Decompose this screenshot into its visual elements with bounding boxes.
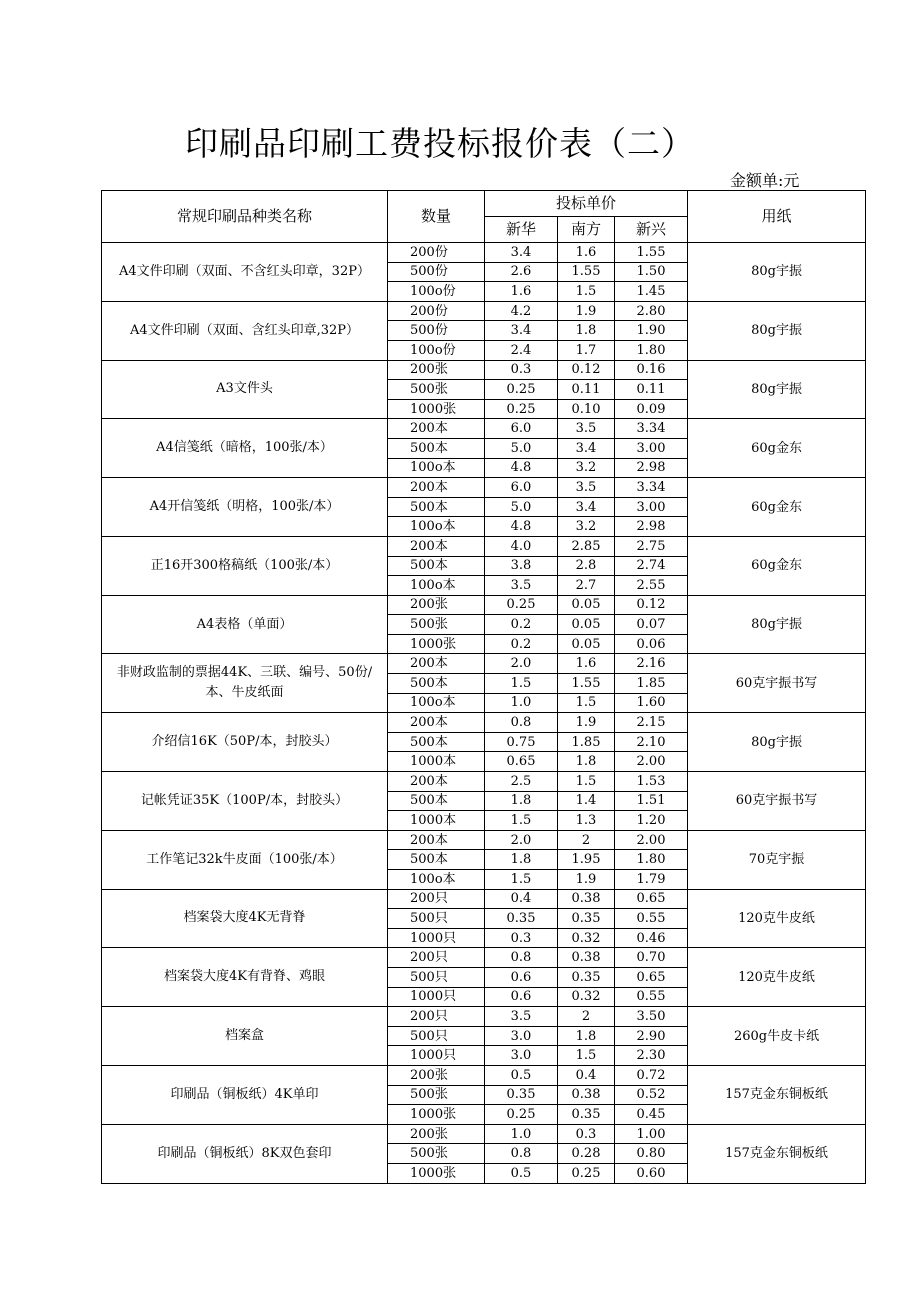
price-xinxing: 0.09 [615, 399, 688, 419]
price-xinxing: 0.12 [615, 595, 688, 615]
price-nanfang: 0.11 [558, 380, 615, 400]
price-xinhua: 5.0 [485, 497, 558, 517]
header-vendor-xinhua: 新华 [485, 217, 558, 243]
quantity: 1000张 [388, 634, 485, 654]
item-name: A4文件印刷（双面、含红头印章,32P） [102, 301, 388, 360]
price-xinhua: 3.4 [485, 321, 558, 341]
price-xinhua: 4.2 [485, 301, 558, 321]
quantity: 500本 [388, 497, 485, 517]
table-row [102, 360, 866, 380]
price-xinhua: 0.65 [485, 752, 558, 772]
paper-type: 60g金东 [688, 478, 866, 537]
table-row [102, 948, 866, 968]
table-row [102, 654, 866, 674]
price-xinxing: 1.80 [615, 850, 688, 870]
header-name: 常规印刷品种类名称 [102, 191, 388, 243]
price-xinxing: 2.75 [615, 536, 688, 556]
quantity: 200本 [388, 536, 485, 556]
price-xinxing: 3.50 [615, 1007, 688, 1027]
price-xinxing: 2.15 [615, 713, 688, 733]
quantity: 200本 [388, 478, 485, 498]
table-body [102, 243, 866, 1184]
price-xinxing: 1.53 [615, 772, 688, 792]
price-xinhua: 0.3 [485, 360, 558, 380]
price-xinxing: 1.60 [615, 693, 688, 713]
price-xinhua: 5.0 [485, 438, 558, 458]
price-nanfang: 1.6 [558, 243, 615, 263]
paper-type: 157克金东铜板纸 [688, 1065, 866, 1124]
price-xinhua: 0.2 [485, 615, 558, 635]
table-row [102, 301, 866, 321]
item-name: 非财政监制的票据44K、三联、编号、50份/本、牛皮纸面 [102, 654, 388, 713]
quantity: 500本 [388, 556, 485, 576]
quantity: 1000只 [388, 1046, 485, 1066]
price-nanfang: 1.85 [558, 732, 615, 752]
price-nanfang: 3.4 [558, 497, 615, 517]
price-xinxing: 3.00 [615, 497, 688, 517]
table-row [102, 889, 866, 909]
price-xinxing: 1.00 [615, 1124, 688, 1144]
paper-type: 120克牛皮纸 [688, 889, 866, 948]
quantity: 1000本 [388, 811, 485, 831]
price-xinhua: 1.5 [485, 674, 558, 694]
price-xinxing: 0.65 [615, 967, 688, 987]
price-xinhua: 1.0 [485, 1124, 558, 1144]
paper-type: 80g宇振 [688, 713, 866, 772]
price-nanfang: 0.05 [558, 615, 615, 635]
price-xinxing: 2.00 [615, 752, 688, 772]
table-row [102, 419, 866, 439]
price-xinxing: 1.20 [615, 811, 688, 831]
price-xinhua: 0.8 [485, 948, 558, 968]
price-xinxing: 2.98 [615, 517, 688, 537]
price-xinxing: 0.72 [615, 1065, 688, 1085]
price-xinhua: 4.8 [485, 517, 558, 537]
price-xinxing: 1.80 [615, 340, 688, 360]
price-nanfang: 0.4 [558, 1065, 615, 1085]
paper-type: 60克宇振书写 [688, 772, 866, 831]
price-nanfang: 0.10 [558, 399, 615, 419]
quantity: 500只 [388, 967, 485, 987]
quantity: 100o本 [388, 458, 485, 478]
item-name: A4表格（单面） [102, 595, 388, 654]
price-nanfang: 1.55 [558, 674, 615, 694]
price-xinhua: 0.25 [485, 1105, 558, 1125]
price-xinhua: 0.35 [485, 909, 558, 929]
quantity: 500只 [388, 909, 485, 929]
quantity: 1000张 [388, 1105, 485, 1125]
header-quantity: 数量 [388, 191, 485, 243]
price-xinhua: 6.0 [485, 419, 558, 439]
price-xinxing: 0.70 [615, 948, 688, 968]
price-nanfang: 0.12 [558, 360, 615, 380]
price-nanfang: 0.32 [558, 928, 615, 948]
item-name: A4开信笺纸（明格，100张/本） [102, 478, 388, 537]
item-name: A4信笺纸（暗格，100张/本） [102, 419, 388, 478]
table-row [102, 1007, 866, 1027]
header-bid-price: 投标单价 [485, 191, 688, 217]
price-xinhua: 0.25 [485, 399, 558, 419]
quantity: 100o本 [388, 517, 485, 537]
paper-type: 157克金东铜板纸 [688, 1124, 866, 1183]
price-nanfang: 0.05 [558, 595, 615, 615]
quantity: 200张 [388, 595, 485, 615]
quantity: 200份 [388, 243, 485, 263]
paper-type: 80g宇振 [688, 360, 866, 419]
price-xinxing: 0.16 [615, 360, 688, 380]
item-name: 档案袋大度4K有背脊、鸡眼 [102, 948, 388, 1007]
price-xinhua: 4.0 [485, 536, 558, 556]
item-name: 介绍信16K（50P/本，封胶头） [102, 713, 388, 772]
price-nanfang: 1.7 [558, 340, 615, 360]
quantity: 200张 [388, 360, 485, 380]
paper-type: 60g金东 [688, 536, 866, 595]
price-xinxing: 2.90 [615, 1026, 688, 1046]
item-name: 档案盒 [102, 1007, 388, 1066]
price-xinhua: 0.2 [485, 634, 558, 654]
price-xinxing: 0.11 [615, 380, 688, 400]
price-nanfang: 2.7 [558, 576, 615, 596]
price-nanfang: 1.9 [558, 301, 615, 321]
paper-type: 70克宇振 [688, 830, 866, 889]
price-nanfang: 2 [558, 830, 615, 850]
item-name: A4文件印刷（双面、不含红头印章，32P） [102, 243, 388, 302]
quantity: 200本 [388, 713, 485, 733]
quantity: 500本 [388, 732, 485, 752]
price-nanfang: 0.3 [558, 1124, 615, 1144]
quantity: 1000张 [388, 1163, 485, 1183]
price-xinhua: 3.4 [485, 243, 558, 263]
paper-type: 80g宇振 [688, 595, 866, 654]
price-xinhua: 2.0 [485, 830, 558, 850]
price-xinhua: 0.25 [485, 595, 558, 615]
table-row [102, 772, 866, 792]
price-nanfang: 0.05 [558, 634, 615, 654]
price-xinxing: 2.00 [615, 830, 688, 850]
price-nanfang: 1.5 [558, 693, 615, 713]
price-xinxing: 0.06 [615, 634, 688, 654]
item-name: 记帐凭证35K（100P/本，封胶头） [102, 772, 388, 831]
header-vendor-nanfang: 南方 [558, 217, 615, 243]
table-row [102, 1065, 866, 1085]
table-row [102, 713, 866, 733]
price-nanfang: 0.35 [558, 1105, 615, 1125]
quantity: 200张 [388, 1065, 485, 1085]
quantity: 500张 [388, 380, 485, 400]
quantity: 200只 [388, 1007, 485, 1027]
price-xinhua: 0.4 [485, 889, 558, 909]
price-xinhua: 0.8 [485, 1144, 558, 1164]
price-xinhua: 1.5 [485, 870, 558, 890]
header-paper: 用纸 [688, 191, 866, 243]
price-xinxing: 0.45 [615, 1105, 688, 1125]
price-nanfang: 3.5 [558, 478, 615, 498]
quantity: 100o份 [388, 340, 485, 360]
quantity: 200只 [388, 948, 485, 968]
price-nanfang: 2 [558, 1007, 615, 1027]
price-xinxing: 2.74 [615, 556, 688, 576]
price-xinhua: 0.5 [485, 1163, 558, 1183]
price-xinhua: 3.0 [485, 1026, 558, 1046]
currency-unit-label: 金额单:元 [730, 171, 800, 190]
quantity: 1000只 [388, 987, 485, 1007]
price-nanfang: 3.5 [558, 419, 615, 439]
quantity: 200本 [388, 830, 485, 850]
quantity: 500份 [388, 321, 485, 341]
price-xinhua: 3.5 [485, 576, 558, 596]
quantity: 1000本 [388, 752, 485, 772]
price-xinhua: 0.3 [485, 928, 558, 948]
price-nanfang: 0.38 [558, 889, 615, 909]
table-row [102, 595, 866, 615]
item-name: A3文件头 [102, 360, 388, 419]
price-nanfang: 1.5 [558, 282, 615, 302]
price-xinhua: 2.5 [485, 772, 558, 792]
quantity: 500本 [388, 791, 485, 811]
price-xinhua: 2.4 [485, 340, 558, 360]
price-xinxing: 0.46 [615, 928, 688, 948]
price-xinhua: 3.5 [485, 1007, 558, 1027]
paper-type: 80g宇振 [688, 301, 866, 360]
price-xinhua: 0.35 [485, 1085, 558, 1105]
price-nanfang: 1.8 [558, 1026, 615, 1046]
price-xinxing: 0.55 [615, 987, 688, 1007]
price-nanfang: 1.9 [558, 713, 615, 733]
quantity: 500份 [388, 262, 485, 282]
price-nanfang: 3.4 [558, 438, 615, 458]
price-xinhua: 0.6 [485, 987, 558, 1007]
price-xinhua: 1.6 [485, 282, 558, 302]
price-quote-table [101, 190, 866, 1184]
quantity: 500张 [388, 615, 485, 635]
quantity: 500张 [388, 1144, 485, 1164]
table-row [102, 830, 866, 850]
price-xinhua: 0.75 [485, 732, 558, 752]
quantity: 500本 [388, 438, 485, 458]
price-nanfang: 1.5 [558, 772, 615, 792]
price-xinhua: 0.6 [485, 967, 558, 987]
quantity: 200本 [388, 772, 485, 792]
price-xinhua: 3.8 [485, 556, 558, 576]
price-xinxing: 1.55 [615, 243, 688, 263]
price-nanfang: 1.8 [558, 752, 615, 772]
price-xinxing: 1.79 [615, 870, 688, 890]
quantity: 100o本 [388, 870, 485, 890]
price-xinxing: 0.80 [615, 1144, 688, 1164]
quantity: 200本 [388, 419, 485, 439]
price-nanfang: 1.3 [558, 811, 615, 831]
price-nanfang: 0.35 [558, 909, 615, 929]
quantity: 100o本 [388, 576, 485, 596]
price-nanfang: 0.35 [558, 967, 615, 987]
quantity: 200份 [388, 301, 485, 321]
price-xinxing: 1.85 [615, 674, 688, 694]
price-xinxing: 0.60 [615, 1163, 688, 1183]
quantity: 100o本 [388, 693, 485, 713]
paper-type: 260g牛皮卡纸 [688, 1007, 866, 1066]
price-nanfang: 0.25 [558, 1163, 615, 1183]
price-xinxing: 3.00 [615, 438, 688, 458]
price-nanfang: 1.5 [558, 1046, 615, 1066]
price-xinhua: 4.8 [485, 458, 558, 478]
price-xinhua: 0.8 [485, 713, 558, 733]
price-xinhua: 0.25 [485, 380, 558, 400]
price-xinxing: 3.34 [615, 478, 688, 498]
price-nanfang: 0.38 [558, 948, 615, 968]
quantity: 200只 [388, 889, 485, 909]
quantity: 500张 [388, 1085, 485, 1105]
paper-type: 80g宇振 [688, 243, 866, 302]
price-xinhua: 1.5 [485, 811, 558, 831]
table-row [102, 536, 866, 556]
price-nanfang: 1.8 [558, 321, 615, 341]
table-row [102, 243, 866, 263]
item-name: 正16开300格稿纸（100张/本） [102, 536, 388, 595]
price-xinxing: 2.80 [615, 301, 688, 321]
price-xinxing: 1.45 [615, 282, 688, 302]
quantity: 200张 [388, 1124, 485, 1144]
price-nanfang: 0.28 [558, 1144, 615, 1164]
price-xinxing: 0.07 [615, 615, 688, 635]
item-name: 档案袋大度4K无背脊 [102, 889, 388, 948]
price-nanfang: 2.85 [558, 536, 615, 556]
price-xinxing: 3.34 [615, 419, 688, 439]
price-xinhua: 1.8 [485, 850, 558, 870]
paper-type: 120克牛皮纸 [688, 948, 866, 1007]
price-nanfang: 3.2 [558, 458, 615, 478]
price-xinxing: 0.65 [615, 889, 688, 909]
price-xinxing: 2.98 [615, 458, 688, 478]
price-xinhua: 2.0 [485, 654, 558, 674]
price-nanfang: 1.4 [558, 791, 615, 811]
price-nanfang: 1.9 [558, 870, 615, 890]
price-xinhua: 6.0 [485, 478, 558, 498]
price-xinhua: 3.0 [485, 1046, 558, 1066]
quantity: 200本 [388, 654, 485, 674]
quantity: 500本 [388, 850, 485, 870]
price-xinhua: 0.5 [485, 1065, 558, 1085]
price-xinhua: 1.8 [485, 791, 558, 811]
price-xinxing: 2.55 [615, 576, 688, 596]
quantity: 1000张 [388, 399, 485, 419]
quantity: 500本 [388, 674, 485, 694]
price-nanfang: 0.38 [558, 1085, 615, 1105]
price-xinxing: 1.51 [615, 791, 688, 811]
item-name: 印刷品（铜板纸）8K双色套印 [102, 1124, 388, 1183]
price-xinxing: 0.55 [615, 909, 688, 929]
page-title: 印刷品印刷工费投标报价表（二） [185, 124, 695, 163]
price-xinxing: 1.50 [615, 262, 688, 282]
quantity: 500只 [388, 1026, 485, 1046]
quantity: 100o份 [388, 282, 485, 302]
price-xinxing: 2.16 [615, 654, 688, 674]
price-nanfang: 3.2 [558, 517, 615, 537]
paper-type: 60克宇振书写 [688, 654, 866, 713]
price-xinhua: 2.6 [485, 262, 558, 282]
header-vendor-xinxing: 新兴 [615, 217, 688, 243]
price-xinxing: 1.90 [615, 321, 688, 341]
table-row [102, 478, 866, 498]
price-xinxing: 0.52 [615, 1085, 688, 1105]
price-xinhua: 1.0 [485, 693, 558, 713]
price-nanfang: 1.55 [558, 262, 615, 282]
paper-type: 60g金东 [688, 419, 866, 478]
price-nanfang: 0.32 [558, 987, 615, 1007]
quantity: 1000只 [388, 928, 485, 948]
item-name: 工作笔记32k牛皮面（100张/本） [102, 830, 388, 889]
price-nanfang: 1.95 [558, 850, 615, 870]
price-xinxing: 2.30 [615, 1046, 688, 1066]
price-xinxing: 2.10 [615, 732, 688, 752]
price-nanfang: 1.6 [558, 654, 615, 674]
price-nanfang: 2.8 [558, 556, 615, 576]
table-row [102, 1124, 866, 1144]
item-name: 印刷品（铜板纸）4K单印 [102, 1065, 388, 1124]
